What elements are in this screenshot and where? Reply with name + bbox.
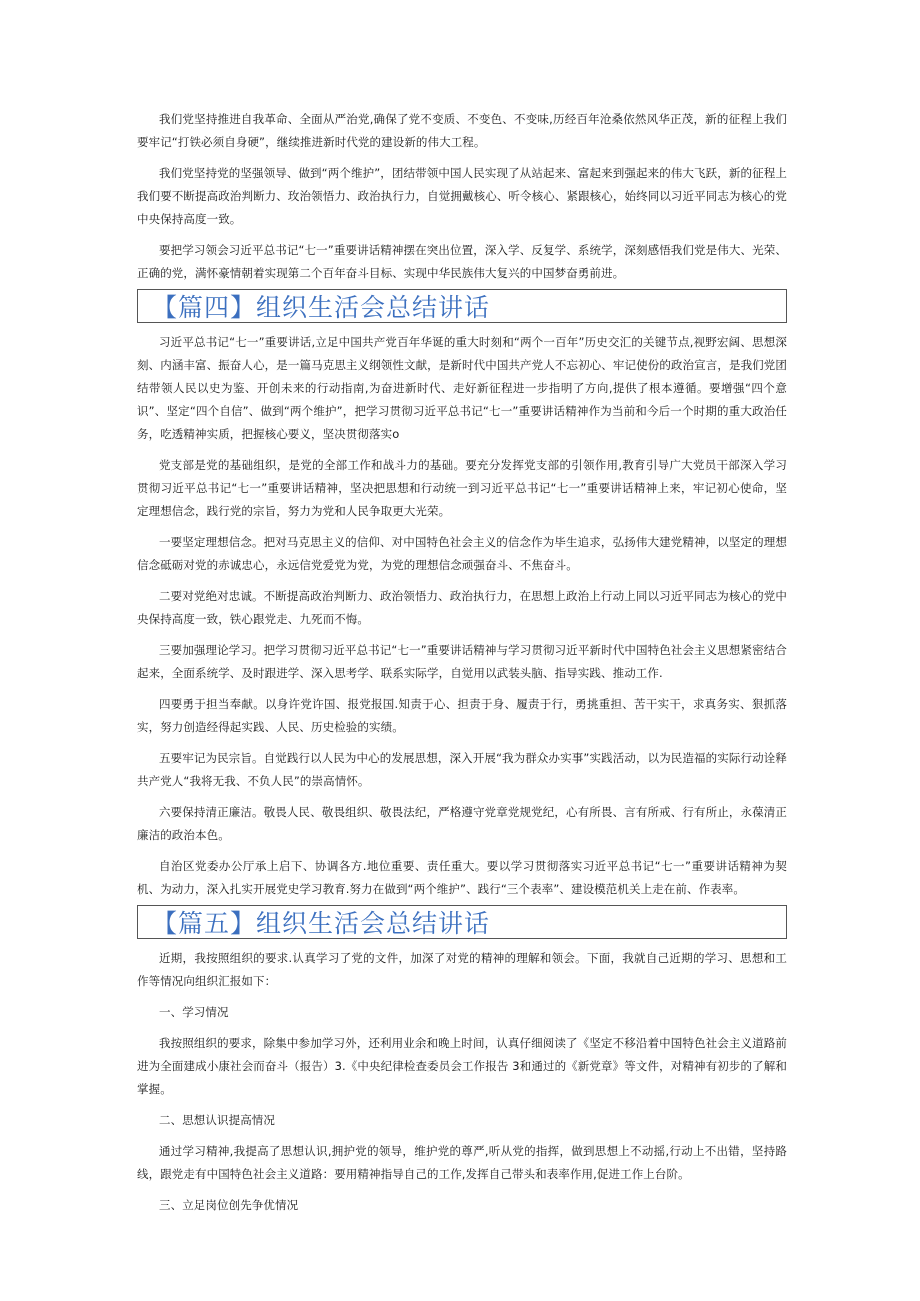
paragraph: 要把学习领会习近平总书记“七一”重要讲话精神摆在突出位置，深入学、反复学、系统学，深刻感悟我们党是伟大、光荣、正确的党，满怀豪情朝着实现第二个百年奋斗目标、实现中华民族伟大复兴的中国梦奋勇前进。	[137, 243, 787, 280]
section-five-heading-box	[137, 905, 787, 939]
document-page	[137, 108, 787, 1217]
paragraph: 我们党坚持推进自我革命、全面从严治党,确保了党不变质、不变色、不变味,历经百年沧桑依然风华正茂，新的征程上我们要牢记“打铁必须自身硬”，继续推进新时代党的建设新的伟大工程。	[137, 112, 787, 149]
paragraph: 党支部是党的基础组织，是党的全部工作和战斗力的基础。要充分发挥党支部的引领作用,教育引导广大党员干部深入学习贯彻习近平总书记“七一”重要讲话精神，坚决把思想和行动统一到习近平总书记“七一”重要讲话精神上来，牢记初心使命，坚定理想信念，践行党的宗旨，努力为党和人民争取更大光荣。	[137, 458, 787, 518]
paragraph: 三要加强理论学习。把学习贯彻习近平总书记“七一”重要讲话精神与学习贯彻习近平新时代中国特色社会主义思想紧密结合起来，全面系统学、及时跟进学、深入思考学、联系实际学，自觉用以武装头脑、指导实践、推动工作.	[137, 643, 787, 680]
section-five-heading: 【篇五】组织生活会总结讲话	[152, 909, 491, 938]
paragraph: 五要牢记为民宗旨。自觉践行以人民为中心的发展思想，深入开展“我为群众办实事”实践活动，以为民造福的实际行动诠释共产党人“我将无我、不负人民”的崇高情怀。	[137, 751, 787, 788]
section-four-heading-box	[137, 289, 787, 323]
paragraph: 我们党坚持党的坚强领导、做到“两个维护”，团结带领中国人民实现了从站起来、富起来到强起来的伟大飞跃，新的征程上我们要不断提高政治判断力、玫治领悟力、政治执行力，自觉拥戴核心、听令核心、紧跟核心，始终同以习近平同志为核心的党中央保持高度一致。	[137, 166, 787, 226]
subheading: 一、学习情况	[159, 1005, 229, 1019]
paragraph: 近期，我按照组织的要求.认真学习了党的文件，加深了对党的精神的理解和领会。下面，我就自己近期的学习、思想和工作等情况向组织汇报如下：	[137, 951, 787, 988]
paragraph: 我按照组织的要求，除集中参加学习外，还利用业余和晚上时间，认真仔细阅读了《坚定不移沿着中国特色社会主义道路前进为全面建成小康社会而奋斗（报告）3.《中央纪律检查委员会工作报告 3和通过的《新党章》等文件，对精神有初步的了解和掌握。	[137, 1036, 787, 1096]
paragraph: 二要对党绝对忠诚。不断提高政治判断力、政治领悟力、政治执行力，在思想上政治上行动上同以习近平同志为核心的党中央保持高度一致，铁心跟党走、九死而不悔。	[137, 589, 787, 626]
paragraph: 一要坚定理想信念。把对马克思主义的信仰、对中国特色社会主义的信念作为毕生追求，弘扬伟大建党精神，以坚定的理想信念砥砺对党的赤诚忠心，永远信党爱党为党，为党的理想信念顽强奋斗、不焦奋斗。	[137, 535, 787, 572]
paragraph: 习近平总书记“七一”重要讲话,立足中国共产党百年华诞的重大时刻和“两个一百年”历史交汇的关键节点,视野宏阔、思想深刻、内涵丰富、振奋人心，是一篇马克思主义纲领性文献，是新时代中国共产党人不忘初心、牢记使份的政治宣言，是我们党团结带领人民以史为鉴、开创未来的行动指南,为奋进新时代、走好新征程进一步指明了方向,提供了根本遵循。要增强“四个意识”、坚定“四个自信”、做到“两个维护”，把学习贯彻习近平总书记“七一”重要讲话精神作为当前和今后一个时期的重大政治任务，吃透精神实质，把握核心要义，坚决贯彻落实o	[137, 335, 787, 441]
section-four-heading: 【篇四】组织生活会总结讲话	[152, 293, 491, 322]
paragraph: 四要勇于担当奉献。以身许党许国、报党报国.知责于心、担责于身、履责于行，勇挑重担、苦干实干，求真务实、狠抓落实，努力创造经得起实践、人民、历史检验的实绩。	[137, 697, 787, 734]
paragraph: 通过学习精神,我提高了思想认识,拥护党的领导，维护党的尊严,听从党的指挥，做到思想上不动摇,行动上不出错，坚持路线，跟党走有中国特色社会主义道路：要用精神指导自己的工作,发挥自己带头和表率作用,促进工作上台阶。	[137, 1144, 787, 1181]
subheading: 二、思想认识提高情况	[159, 1113, 275, 1127]
subheading: 三、立足岗位创先争优情况	[159, 1198, 299, 1212]
paragraph: 六要保持清正廉洁。敬畏人民、敬畏组织、敬畏法纪，严格遵守党章党规党纪，心有所畏、言有所戒、行有所止，永葆清正廉洁的政治本色。	[137, 805, 787, 842]
paragraph: 自治区党委办公厅承上启下、协调各方.地位重要、责任重大。要以学习贯彻落实习近平总书记“七一”重要讲话精神为契机、为动力，深入扎实开展党史学习教育.努力在做到“两个维护”、践行“三个表率”、建设模范机关上走在前、作表率。	[137, 859, 787, 896]
